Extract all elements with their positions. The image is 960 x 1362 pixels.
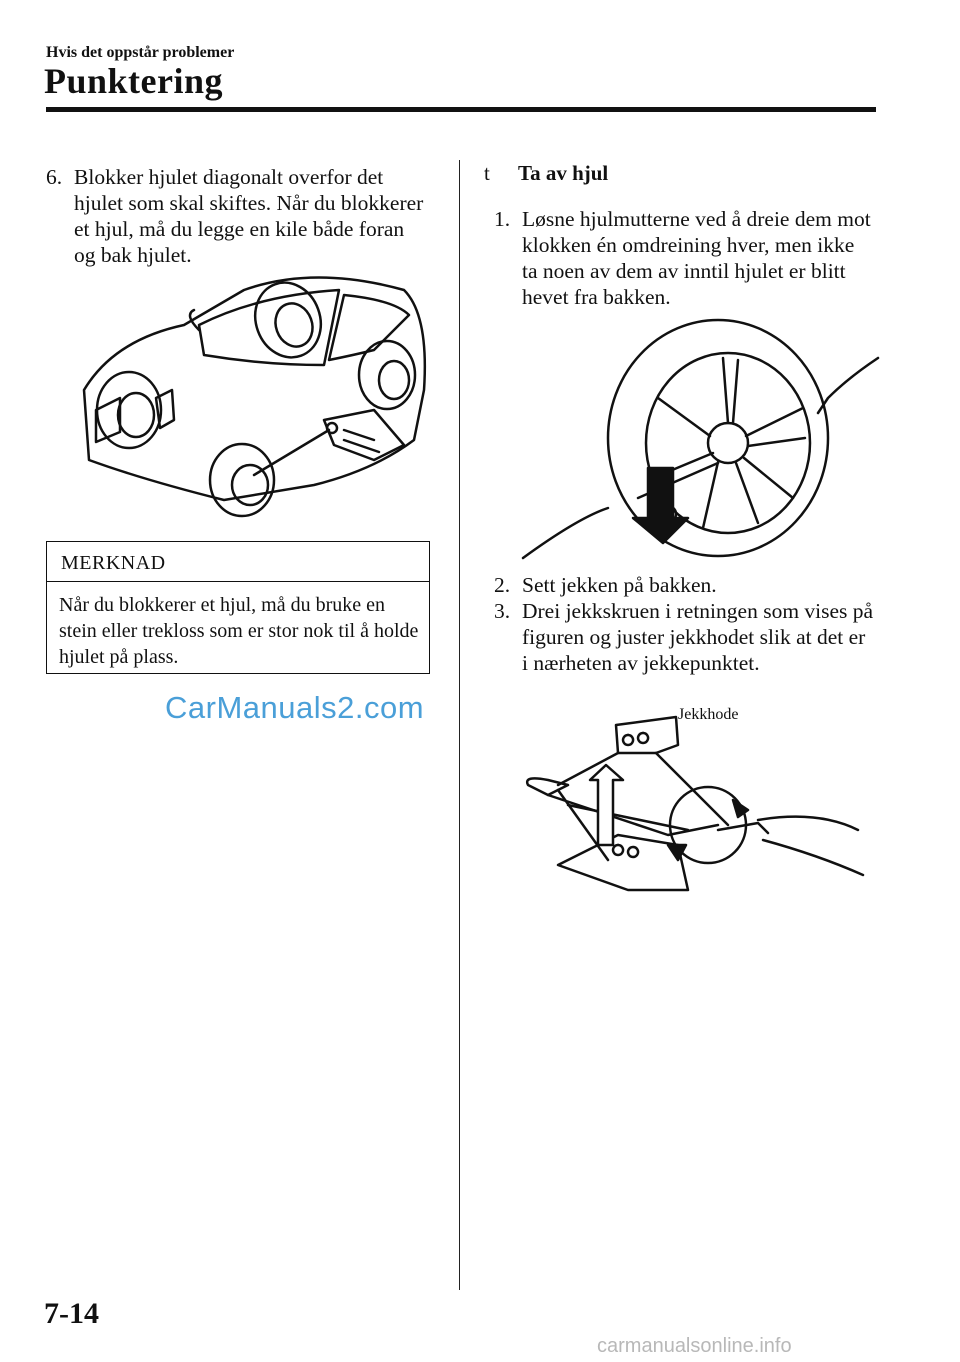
step-number: 2.	[494, 573, 511, 597]
site-mark: carmanualsonline.info	[597, 1335, 792, 1357]
step-text: Drei jekkskruen i retningen som vises på figuren og juster jekkhodet slik at det er i nærheten av jekkepunktet.	[522, 599, 874, 675]
page-title: Punktering	[44, 61, 224, 101]
car-with-wheel-chocks-illustration	[74, 270, 434, 520]
step-number: 6.	[46, 165, 63, 189]
note-heading: MERKNAD	[47, 542, 429, 582]
subheading-bullet: t	[484, 161, 490, 185]
note-body: Når du blokkerer et hjul, må du bruke en stein eller trekloss som er stor nok til å holde hjulet på plass.	[59, 594, 419, 668]
step-1	[494, 206, 874, 310]
step-text: Løsne hjulmutterne ved å dreie dem mot klokken én omdreining hver, men ikke ta noen av dem av inntil hjulet er blitt hevet fra bakken.	[522, 207, 871, 309]
page-number: 7-14	[44, 1297, 99, 1330]
step-text: Sett jekken på bakken.	[522, 573, 717, 597]
step-6	[46, 164, 426, 268]
scissor-jack-illustration	[518, 705, 880, 900]
step-number: 1.	[494, 207, 511, 231]
note-box	[46, 541, 430, 674]
wheel-wrench-illustration	[518, 318, 880, 566]
subheading-text: Ta av hjul	[518, 161, 609, 185]
step-number: 3.	[494, 599, 511, 623]
watermark-logo: CarManuals2.com	[165, 690, 425, 725]
step-3	[494, 598, 874, 676]
title-rule	[46, 107, 876, 112]
jack-head-label: Jekkhode	[678, 706, 739, 723]
subheading	[484, 161, 608, 186]
step-2	[494, 572, 874, 598]
step-text: Blokker hjulet diagonalt overfor det hjulet som skal skiftes. Når du blokkerer et hjul, må du legge en kile både foran og bak hjulet.	[74, 165, 424, 267]
section-label: Hvis det oppstår problemer	[46, 44, 235, 61]
column-divider	[459, 160, 460, 1290]
